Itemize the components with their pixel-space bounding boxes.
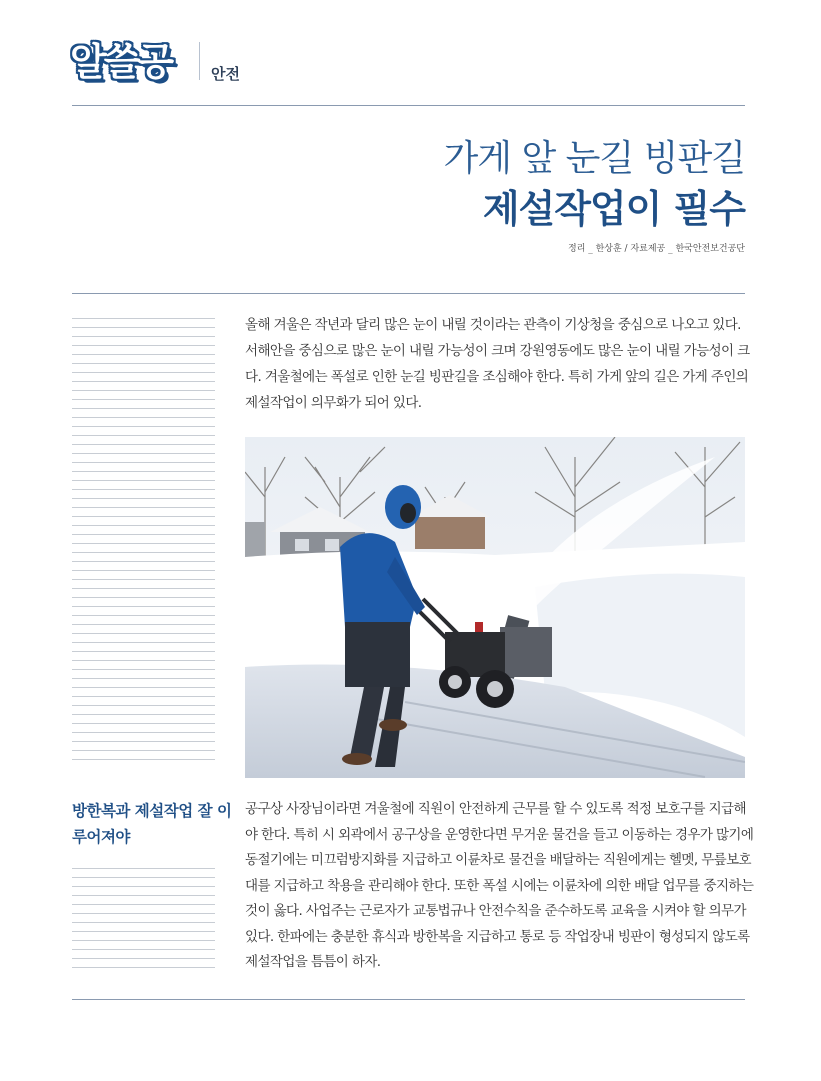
decorative-lines-top [72,318,215,766]
intro-paragraph: 올해 겨울은 작년과 달리 많은 눈이 내릴 것이라는 관측이 기상청을 중심으로 나오고 있다. 서해안을 중심으로 많은 눈이 내릴 가능성이 크며 강원영동에도 많은 눈이 내릴 가능성이 크다. 겨울철에는 폭설로 인한 눈길 빙판길을 조심해야 한다. 특히 가게 앞의 길은 가게 주인의 제설작업이 의무화가 되어 있다. [245,317,750,411]
footer-rule [72,999,745,1000]
decorative-lines-bottom [72,868,215,976]
article-credit: 정리 _ 한상훈 / 자료제공 _ 한국안전보건공단 [568,244,745,254]
body-paragraph: 공구상 사장님이라면 겨울철에 직원이 안전하게 근무를 할 수 있도록 적정 보호구를 지급해야 한다. 특히 시 외곽에서 공구상을 운영한다면 무거운 물건을 들고 이동하는 경우가 많기에 동절기에는 미끄럼방지화를 지급하고 이륜차로 물건을 배달하는 직원에게는 헬멧, 무릎보호대를 지급하고 착용을 관리해야 한다. 또한 폭설 시에는 이륜차에 의한 배달 업무를 중지하는 것이 옳다. 사업주는 근로자가 교통법규나 안전수칙을 준수하도록 교육을 시켜야 할 의무가 있다. 한파에는 충분한 휴식과 방한복을 지급하고 통로 등 작업장내 빙판이 형성되지 않도록 제설작업을 틈틈이 하자. [245,801,754,970]
snowblower-photo [245,437,745,778]
header-rule [72,105,745,106]
article-title-line2: 제설작업이 필수 [482,187,745,231]
section-category: 안전 [211,65,240,83]
title-rule [72,293,745,294]
logo-divider [199,42,200,80]
magazine-logo: 알쓸공 [70,40,172,84]
article-title-line1: 가게 앞 눈길 빙판길 [443,138,745,179]
snowblower-photo-icon [245,437,745,778]
section-subheading: 방한복과 제설작업 잘 이루어져야 [72,802,232,846]
